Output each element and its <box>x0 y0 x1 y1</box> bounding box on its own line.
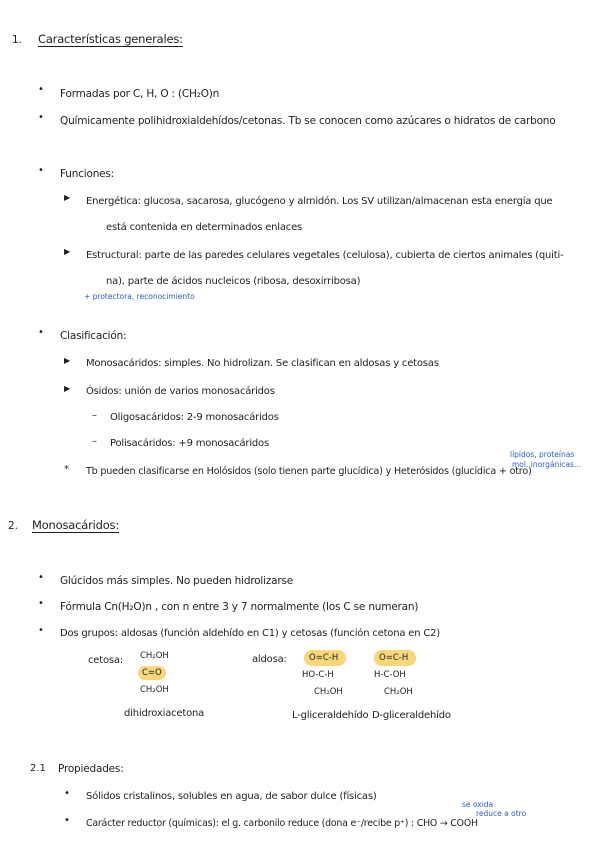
bullet-icon: • <box>38 598 44 609</box>
formula-text: CH₂OH <box>140 651 169 661</box>
asterisk-icon: * <box>64 464 69 475</box>
bullet-icon: • <box>38 572 44 583</box>
bullet-text: Formadas por C, H, O : (CH₂O)n <box>60 88 220 100</box>
estructural-line-1: Estructural: parte de las paredes celulares vegetales (celulosa), cubierta de ciertos animales (quiti- <box>86 250 564 261</box>
bullet-text: Glúcidos más simples. No pueden hidrolizarse <box>60 575 294 587</box>
subsection-number: 2.1 <box>30 763 46 774</box>
molecule-name: L-gliceraldehído <box>292 710 369 721</box>
bullet-icon: • <box>64 815 70 826</box>
formula-text: C=O <box>142 668 162 678</box>
property-line: Carácter reductor (químicas): el g. carbonilo reduce (dona e⁻/recibe p⁺) : CHO → COOH <box>86 818 478 829</box>
arrow-bullet-icon: ▶ <box>64 384 71 393</box>
molecule-name: dihidroxiacetona <box>124 708 205 719</box>
formula-text: HO-C-H <box>302 670 334 680</box>
clasificacion-label: Clasificación: <box>60 330 127 342</box>
dash-icon: – <box>92 410 97 421</box>
subsection-title: Propiedades: <box>58 763 124 775</box>
bullet-icon: • <box>38 84 44 95</box>
oligosacaridos-line: Oligosacáridos: 2-9 monosacáridos <box>110 412 279 423</box>
property-line: Sólidos cristalinos, solubles en agua, de sabor dulce (físicas) <box>86 791 377 802</box>
side-note-line-1: se oxida <box>462 800 494 809</box>
formula-text: CH₂OH <box>140 685 169 695</box>
section-title: Monosacáridos: <box>32 518 120 532</box>
dash-icon: – <box>92 436 97 447</box>
annotation-note: + protectora, reconocimiento <box>84 292 195 301</box>
arrow-bullet-icon: ▶ <box>64 193 71 202</box>
molecule-name: D-gliceraldehído <box>372 710 451 721</box>
side-note-line-2: reduce a otro <box>476 809 527 818</box>
bullet-icon: • <box>64 788 70 799</box>
holosidos-line: Tb pueden clasificarse en Holósidos (solo tienen parte glucídica) y Heterósidos (glucídica + otro) <box>86 466 532 477</box>
monosacaridos-line: Monosacáridos: simples. No hidrolizan. Se clasifican en aldosas y cetosas <box>86 358 439 369</box>
section-number: 1. <box>12 34 23 46</box>
bullet-text: Fórmula Cn(H₂O)n , con n entre 3 y 7 normalmente (los C se numeran) <box>60 601 419 613</box>
osidos-line: Ósidos: unión de varios monosacáridos <box>86 386 275 397</box>
energetica-line-1: Energética: glucosa, sacarosa, glucógeno y almidón. Los SV utilizan/almacenan esta energía que <box>86 196 553 207</box>
cetosa-label: cetosa: <box>88 655 123 666</box>
side-note-line-1: lípidos, proteínas <box>510 450 575 459</box>
bullet-text: Químicamente polihidroxialdehídos/cetonas. Tb se conocen como azúcares o hidratos de carbono <box>60 115 556 127</box>
bullet-icon: • <box>38 327 44 338</box>
section-number: 2. <box>8 520 19 532</box>
bullet-icon: • <box>38 165 44 176</box>
funciones-label: Funciones: <box>60 168 115 180</box>
formula-text: CH₂OH <box>384 687 413 697</box>
bullet-text: Dos grupos: aldosas (función aldehído en C1) y cetosas (función cetona en C2) <box>60 628 440 639</box>
formula-text: H-C-OH <box>374 670 406 680</box>
aldosa-label: aldosa: <box>252 654 287 665</box>
arrow-bullet-icon: ▶ <box>64 247 71 256</box>
polisacaridos-line: Polisacáridos: +9 monosacáridos <box>110 438 269 449</box>
arrow-bullet-icon: ▶ <box>64 356 71 365</box>
section-title: Características generales: <box>38 32 183 46</box>
formula-text: O=C-H <box>309 653 339 663</box>
side-note-line-2: mol. inorgánicas... <box>512 460 582 469</box>
formula-text: CH₂OH <box>314 687 343 697</box>
formula-text: O=C-H <box>379 653 409 663</box>
bullet-icon: • <box>38 112 44 123</box>
bullet-icon: • <box>38 625 44 636</box>
estructural-line-2: na), parte de ácidos nucleicos (ribosa, desoxirribosa) <box>106 276 361 287</box>
energetica-line-2: está contenida en determinados enlaces <box>106 222 303 233</box>
